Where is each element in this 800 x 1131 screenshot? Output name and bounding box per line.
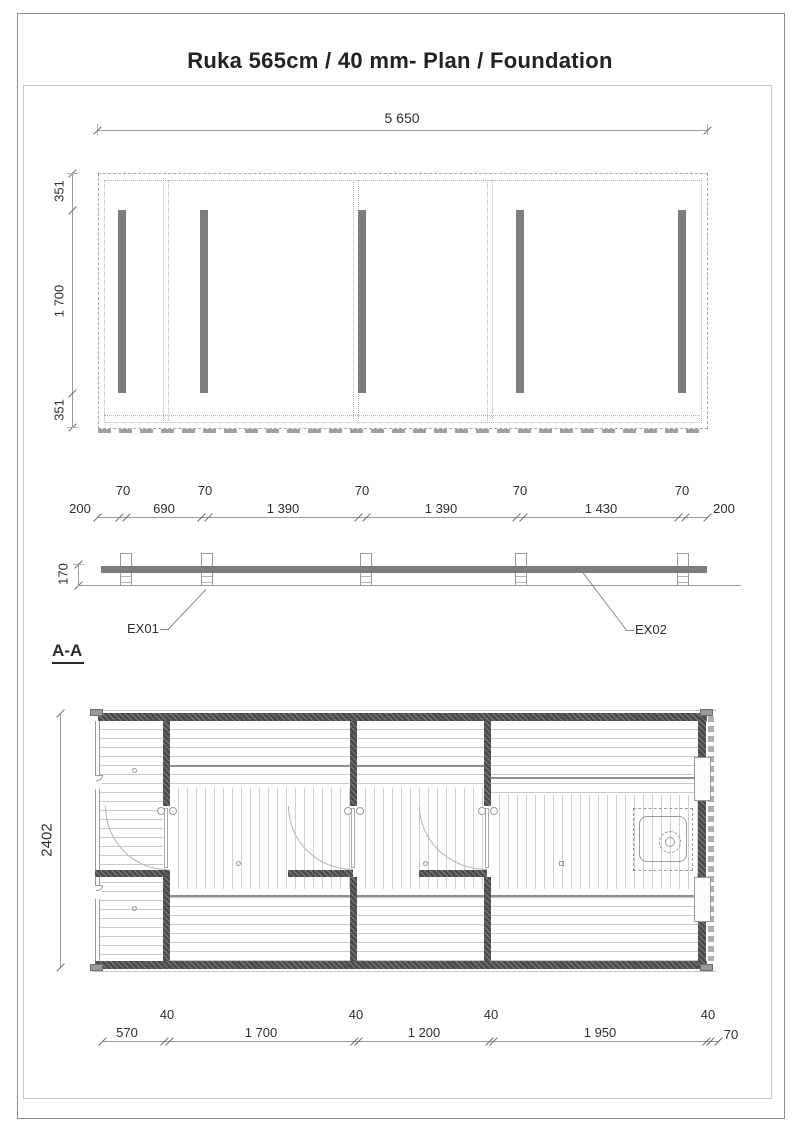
right-wall-trim — [708, 716, 714, 961]
foundation-beam — [358, 210, 366, 393]
dim-spacing-10: 200 — [713, 501, 735, 516]
dim-side-top: 351 — [51, 180, 67, 202]
roof-edge-line — [92, 710, 716, 711]
corner-post — [700, 964, 713, 971]
wall-stub-room2 — [419, 870, 487, 877]
dim-extension — [67, 427, 78, 428]
room1-top-bench — [170, 721, 350, 788]
ground-line — [78, 585, 741, 586]
partition-room1-upper — [350, 721, 357, 806]
exterior-wall-right — [698, 713, 706, 969]
dim-plan-6: 1 950 — [583, 1025, 617, 1040]
bench-edge — [491, 777, 698, 779]
floor-drain — [236, 861, 241, 866]
partition-room2-upper — [484, 721, 491, 806]
bench-edge — [357, 895, 484, 897]
bench-edge — [170, 765, 350, 767]
foundation-beam — [118, 210, 126, 393]
dim-section-height: 170 — [55, 563, 71, 585]
room2-top-bench — [357, 721, 484, 788]
dim-plan-8: 70 — [723, 1027, 739, 1042]
roof-edge-line — [92, 971, 716, 972]
wall-stub-terrace — [95, 870, 170, 877]
sauna-bottom-bench — [491, 889, 698, 961]
corner-post — [90, 709, 103, 716]
partition-room2-lower — [484, 877, 491, 961]
dim-spacing-9: 70 — [674, 483, 690, 498]
exterior-wall-bottom — [95, 961, 707, 969]
stove-chimney — [665, 837, 675, 847]
dim-plan-3: 40 — [348, 1007, 364, 1022]
room2-bottom-bench — [357, 889, 484, 961]
section-label: A-A — [52, 641, 84, 664]
dim-spacing-2: 690 — [153, 501, 175, 516]
callout-leader-ex02-tail — [625, 630, 634, 631]
corner-post — [700, 709, 713, 716]
floor-drain — [423, 861, 428, 866]
right-wall-window — [694, 757, 711, 801]
door-hinge — [344, 807, 352, 815]
sauna-top-bench — [491, 721, 698, 795]
door-hinge — [157, 807, 165, 815]
dim-line-plan — [102, 1041, 718, 1042]
callout-ex01: EX01 — [127, 621, 159, 636]
panel-joint-line — [492, 180, 493, 421]
dim-line-spacing — [97, 517, 707, 518]
door-leaf-room1 — [351, 808, 355, 868]
foundation-dotted-line — [104, 415, 700, 416]
room1-bottom-bench — [170, 889, 350, 961]
terrace-wall-left — [95, 721, 100, 961]
callout-ex02: EX02 — [635, 622, 667, 637]
partition-terrace-lower — [163, 877, 170, 961]
foundation-beam — [678, 210, 686, 393]
dim-extension — [73, 564, 84, 565]
callout-leader-ex01-tail — [160, 629, 169, 630]
dim-plan-1: 40 — [159, 1007, 175, 1022]
wall-stub-room1 — [288, 870, 353, 877]
right-wall-window — [694, 877, 711, 922]
floor-drain-square — [559, 861, 564, 866]
foundation-outline-dotted — [104, 180, 702, 423]
dim-total-width: 5 650 — [384, 110, 420, 126]
foundation-beam — [516, 210, 524, 393]
drawing-title: Ruka 565cm / 40 mm- Plan / Foundation — [187, 48, 613, 73]
dim-plan-height: 2402 — [38, 823, 56, 857]
bench-edge — [357, 765, 484, 767]
dim-plan-7: 40 — [700, 1007, 716, 1022]
foundation-bottom-dashes — [98, 429, 706, 433]
door-leaf-terrace — [164, 808, 168, 868]
bench-edge — [170, 895, 350, 897]
dim-spacing-6: 1 390 — [424, 501, 458, 516]
dim-spacing-8: 1 430 — [584, 501, 618, 516]
dim-spacing-0: 200 — [69, 501, 91, 516]
dim-plan-0: 570 — [116, 1025, 138, 1040]
panel-joint-line — [487, 180, 488, 421]
bench-edge — [491, 895, 698, 897]
floor-drain — [132, 906, 137, 911]
panel-joint-line — [353, 180, 354, 421]
dim-spacing-3: 70 — [197, 483, 213, 498]
dim-spacing-5: 70 — [354, 483, 370, 498]
dim-line-plan-height — [60, 713, 61, 967]
dim-extension — [67, 173, 78, 174]
corner-post — [90, 964, 103, 971]
dim-spacing-4: 1 390 — [266, 501, 300, 516]
partition-room1-lower — [350, 877, 357, 961]
partition-terrace-upper — [163, 721, 170, 806]
door-hinge — [356, 807, 364, 815]
door-hinge — [490, 807, 498, 815]
bearer-beam — [101, 566, 707, 573]
dim-line-total-width — [97, 130, 707, 131]
dim-spacing-1: 70 — [115, 483, 131, 498]
door-hinge — [169, 807, 177, 815]
dim-spacing-7: 70 — [512, 483, 528, 498]
door-hinge — [478, 807, 486, 815]
dim-plan-2: 1 700 — [244, 1025, 278, 1040]
dim-plan-5: 40 — [483, 1007, 499, 1022]
floor-drain — [132, 768, 137, 773]
dim-side-bottom: 351 — [51, 399, 67, 421]
panel-joint-line — [163, 180, 164, 421]
panel-joint-line — [168, 180, 169, 421]
exterior-wall-top — [98, 713, 707, 721]
dim-plan-4: 1 200 — [407, 1025, 441, 1040]
dim-side-mid: 1 700 — [51, 284, 67, 318]
foundation-beam — [200, 210, 208, 393]
door-leaf-room2 — [485, 808, 489, 868]
